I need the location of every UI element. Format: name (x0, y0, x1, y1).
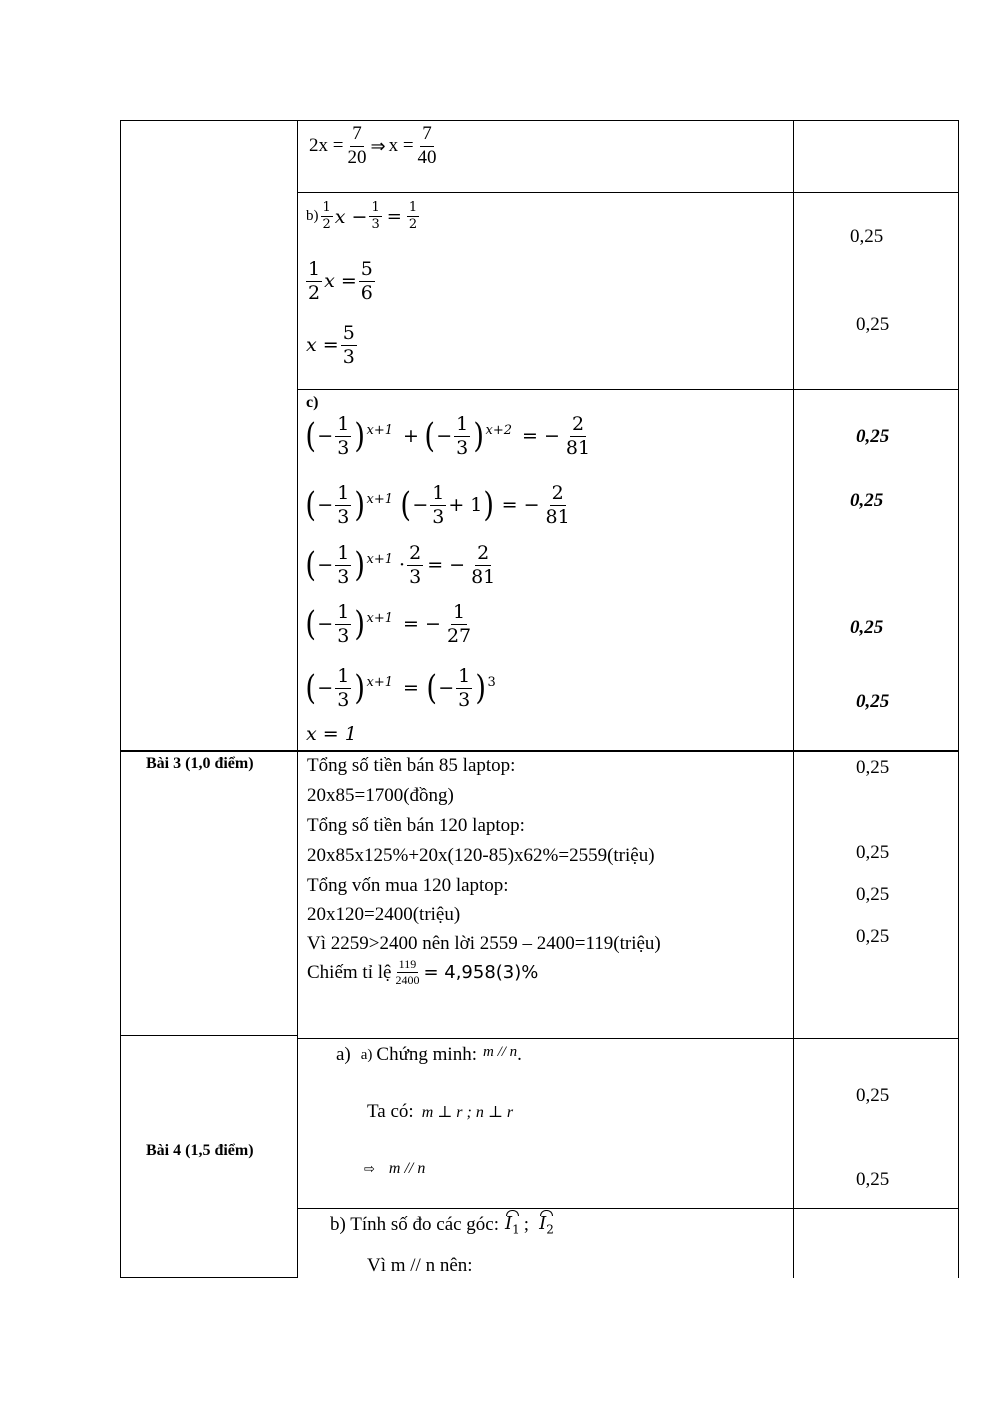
equation-c-line3: ( − $\frac{1}{3}$ ) x+1 · $\frac{2}{3}$ = − $\frac{2}{81}$ (305, 542, 496, 588)
score: 0,25 (856, 884, 890, 905)
fraction: $\frac{1}{2}$ (308, 258, 321, 304)
equation-b-line2: $\frac{1}{2}$ x = $\frac{5}{6}$ (308, 258, 373, 304)
bai3-line: Tổng số tiền bán 85 laptop: (307, 755, 516, 776)
table-top-border (120, 120, 959, 121)
score: 0,25 (856, 426, 890, 447)
table-left-border (120, 120, 121, 1278)
score: 0,25 (856, 314, 890, 335)
score: 0,25 (850, 617, 884, 638)
score: 0,25 (856, 926, 890, 947)
fraction: $\frac{2}{81}$ (545, 482, 570, 528)
fraction: $\frac{1}{3}$ (371, 200, 380, 233)
fraction: $\frac{1}{27}$ (446, 601, 472, 647)
equation-c-line2: ( − $\frac{1}{3}$ ) x+1 ( − $\frac{1}{3}$ + 1 ) = − $\frac{2}{81}$ (305, 482, 570, 528)
bai3-line: 20x85x125%+20x(120-85)x62%=2559(triệu) (307, 845, 655, 866)
fraction: $\frac{1}{3}$ (458, 665, 471, 711)
equation-c-line5: ( − $\frac{1}{3}$ ) x+1 = ( − $\frac{1}{3}$ ) 3 (305, 665, 496, 711)
bai4-vi-text: Vì m // n nên: (367, 1255, 473, 1276)
fraction: $\frac{5}{3}$ (342, 322, 355, 368)
bai4-conclusion: ⇨ m // n (364, 1160, 426, 1177)
equation-2x: 2x = $\frac{7}{20}$ ⇒ x = $\frac{7}{40}$ (309, 123, 437, 168)
row-divider (297, 1038, 959, 1039)
score: 0,25 (856, 757, 890, 778)
table-right-border (958, 120, 959, 1278)
arrow-icon: ⇨ (364, 1161, 375, 1177)
row-divider (297, 1208, 959, 1209)
row-divider (120, 750, 959, 752)
bai4-part-a: a) a) Chứng minh: m // n . (336, 1043, 522, 1065)
bai4-part-b: b) Tính số đo các góc: $I_1$ ; $I_2$ (330, 1213, 554, 1237)
bai4-title: Bài 4 (1,5 điểm) (146, 1142, 254, 1159)
equation-c-line4: ( − $\frac{1}{3}$ ) x+1 = − $\frac{1}{27}$ (305, 601, 472, 647)
fraction: $\frac{2}{3}$ (409, 542, 422, 588)
fraction: $\frac{1}{3}$ (456, 413, 469, 459)
fraction: $\frac{119}{2400}$ (395, 957, 420, 988)
fraction: $\frac{2}{81}$ (471, 542, 496, 588)
equation-c-line1: ( − $\frac{1}{3}$ ) x+1 + ( − $\frac{1}{3}$ ) x+2 = − $\frac{2}{81}$ (305, 413, 591, 459)
score: 0,25 (856, 691, 890, 712)
table-bottom-left (120, 1277, 298, 1278)
fraction: $\frac{1}{2}$ (408, 200, 418, 233)
equation-c-final: x = 1 (306, 723, 357, 745)
part-c-label: c) (306, 394, 319, 411)
fraction: $\frac{1}{3}$ (337, 413, 350, 459)
score: 0,25 (850, 226, 884, 247)
fraction: $\frac{1}{3}$ (432, 482, 445, 528)
score: 0,25 (856, 1169, 890, 1190)
bai3-title: Bài 3 (1,0 điểm) (146, 755, 254, 772)
fraction: $\frac{7}{40}$ (417, 123, 437, 168)
bai3-line: Vì 2259>2400 nên lời 2559 – 2400=119(triệu) (307, 933, 661, 954)
bai3-ratio: Chiếm tỉ lệ $\frac{119}{2400}$ = 4,958(3)% (307, 957, 539, 988)
equation-b-line1: b) $\frac{1}{2}$ x − $\frac{1}{3}$ = $\frac{1}{2}$ (306, 200, 418, 233)
fraction: $\frac{1}{2}$ (322, 200, 331, 233)
table-col2-border (297, 120, 298, 1278)
bai3-line: Tổng số tiền bán 120 laptop: (307, 815, 525, 836)
equation-b-line3: x = $\frac{5}{3}$ (306, 322, 355, 368)
angle-I2: $I_2$ (539, 1213, 554, 1237)
row-divider (297, 389, 959, 390)
score: 0,25 (856, 842, 890, 863)
bai3-line: 20x85=1700(đồng) (307, 785, 454, 806)
fraction: $\frac{1}{3}$ (337, 601, 350, 647)
fraction: $\frac{7}{20}$ (347, 123, 367, 168)
table-col3-border (793, 120, 794, 1278)
angle-I1: $I_1$ (505, 1213, 520, 1237)
fraction: $\frac{5}{6}$ (360, 258, 373, 304)
fraction: $\frac{1}{3}$ (337, 482, 350, 528)
bai3-line: 20x120=2400(triệu) (307, 904, 461, 925)
row-divider (120, 1035, 298, 1036)
bai4-taco: Ta có: m ⊥ r ; n ⊥ r (367, 1101, 514, 1122)
row-divider (297, 192, 959, 193)
score: 0,25 (856, 1085, 890, 1106)
fraction: $\frac{2}{81}$ (565, 413, 591, 459)
fraction: $\frac{1}{3}$ (337, 665, 350, 711)
bai3-line: Tổng vốn mua 120 laptop: (307, 875, 509, 896)
score: 0,25 (850, 490, 884, 511)
fraction: $\frac{1}{3}$ (337, 542, 350, 588)
